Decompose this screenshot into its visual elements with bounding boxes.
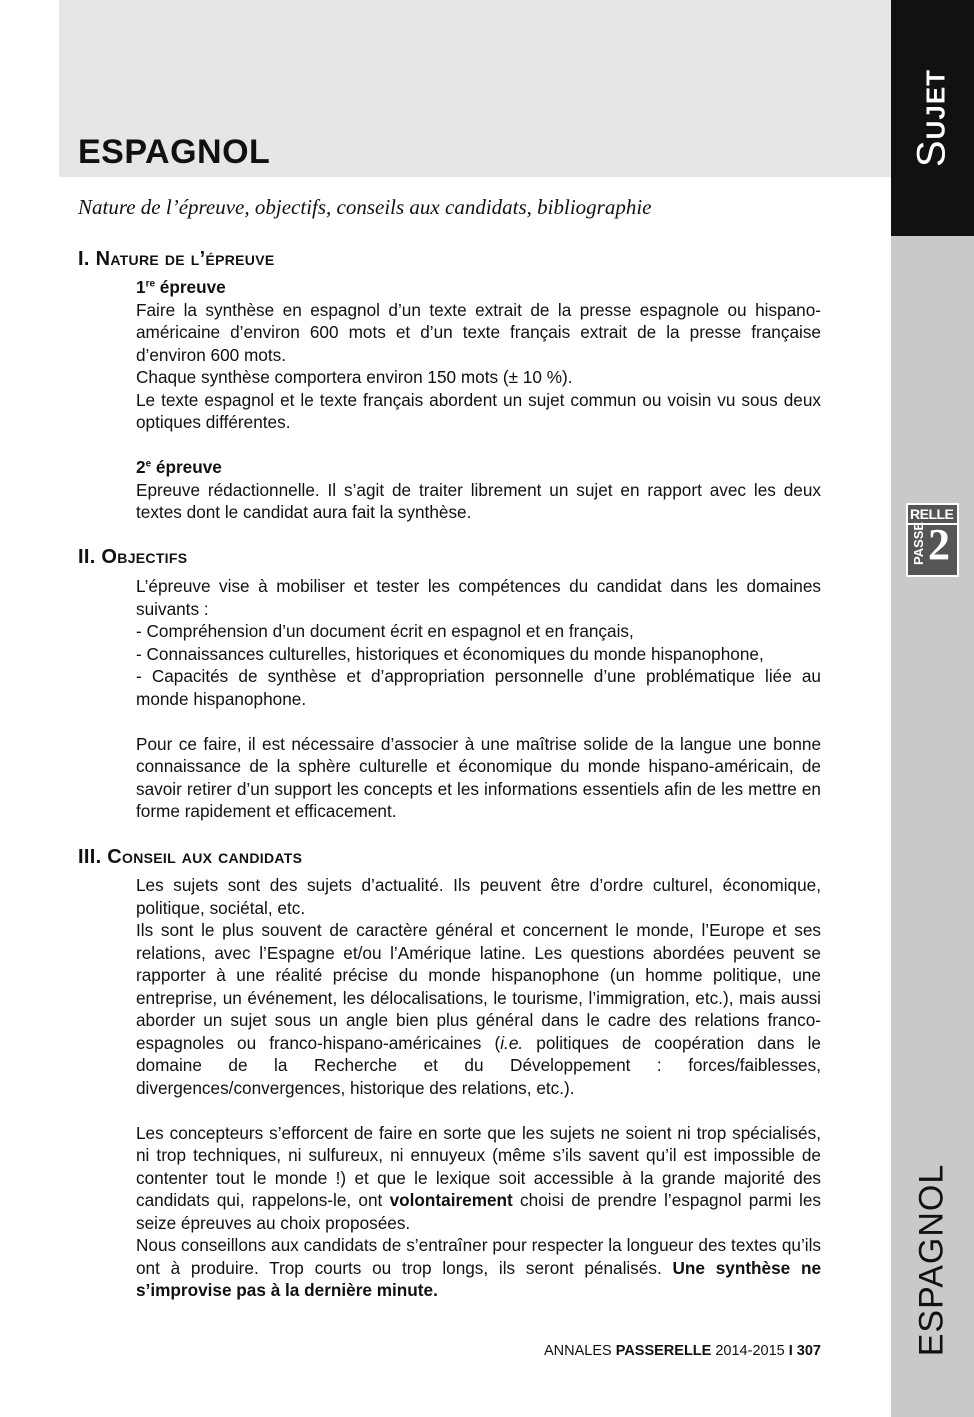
section-heading-nature: I. Nature de l’épreuve: [78, 248, 275, 270]
epreuve-1-text-3: Le texte espagnol et le texte français abordent un sujet commun ou voisin vu sous deux optiques différentes.: [136, 389, 821, 432]
section-nature-body: [136, 276, 821, 524]
passerelle-2-logo: RELLE PASSE 2: [906, 503, 959, 577]
conseils-paragraph-1: Les sujets sont des sujets d’actualité. Ils peuvent être d’ordre culturel, économique, politique, sociétal, etc.: [136, 875, 821, 918]
section-conseils-body: [136, 874, 821, 1302]
epreuve-2-text: Epreuve rédactionnelle. Il s’agit de traiter librement un sujet en rapport avec les deux textes dont le candidat aura fait la synthèse.: [136, 479, 821, 522]
objectifs-intro: L’épreuve vise à mobiliser et tester les compétences du candidat dans les domaines suivants :: [136, 576, 821, 619]
objectifs-paragraph: Pour ce faire, il est nécessaire d’associer à une maîtrise solide de la langue une bonne connaissance de la sphère culturelle et économique du monde hispano-américain, de savoir retirer d’un support les concepts et les informations essentiels afin de les mettre en forme rapidement et efficacement.: [136, 733, 821, 821]
page-footer: ANNALES PASSERELLE 2014-2015 I 307: [543, 1343, 821, 1359]
epreuve-2-label: 2e épreuve: [136, 457, 222, 477]
epreuve-1-label: 1re épreuve: [136, 277, 226, 297]
conseils-paragraph-2: Ils sont le plus souvent de caractère général et concernent le monde, l’Europe et ses relations, avec l’Espagne et/ou l’Amérique latine. Les questions abordées peuvent se rapporter à une réalité précise du monde hispanophone (un homme politique, une entreprise, un événement, les délocalisations, le tourisme, l’immigration, etc.), mais aussi aborder un sujet sous un angle bien plus général dans le cadre des relations franco-espagnoles ou franco-hispano-américaines (i.e. politiques de coopération dans le domaine de la Recherche et du Développement : forces/faiblesses, divergences/convergences, historique des relations, etc.).: [136, 920, 821, 1098]
objectifs-item: - Capacités de synthèse et d’appropriation personnelle d’une problématique liée au monde hispanophone.: [136, 666, 821, 709]
section-objectifs-body: [136, 575, 821, 823]
side-subject-label: ESPAGNOL: [912, 1163, 951, 1357]
objectifs-item: - Connaissances culturelles, historiques et économiques du monde hispanophone,: [136, 643, 764, 664]
section-heading-conseils: III. Conseil aux candidats: [78, 846, 303, 868]
epreuve-1-text-1: Faire la synthèse en espagnol d’un texte extrait de la presse espagnole ou hispano-américaine d’environ 600 mots et d’un texte français extrait de la presse française d’environ 600 mots.: [136, 299, 821, 365]
side-tab-label: SUJET: [909, 68, 954, 168]
conseils-paragraph-4: Nous conseillons aux candidats de s’entraîner pour respecter la longueur des textes qu’ils ont à produire. Trop courts ou trop longs, ils seront pénalisés. Une synthèse ne s’improvise pas à la dernière minute.: [136, 1235, 821, 1300]
epreuve-1-text-2: Chaque synthèse comportera environ 150 mots (± 10 %).: [136, 367, 573, 387]
conseils-paragraph-3: Les concepteurs s’efforcent de faire en sorte que les sujets ne soient ni trop spécialisés, ni trop techniques, ni sulfureux, ni ennuyeux (même s’ils savent qu’il est impossible de contenter tout le monde !) et que le lexique soit accessible à la grande majorité des candidats qui, rappelons-le, ont volontairement choisi de prendre l’espagnol parmi les seize épreuves au choix proposées.: [136, 1122, 821, 1233]
page-title: ESPAGNOL: [78, 133, 271, 171]
subtitle: Nature de l’épreuve, objectifs, conseils aux candidats, bibliographie: [78, 195, 652, 219]
section-heading-objectifs: II. Objectifs: [78, 546, 188, 568]
objectifs-item: - Compréhension d’un document écrit en espagnol et en français,: [136, 621, 634, 641]
